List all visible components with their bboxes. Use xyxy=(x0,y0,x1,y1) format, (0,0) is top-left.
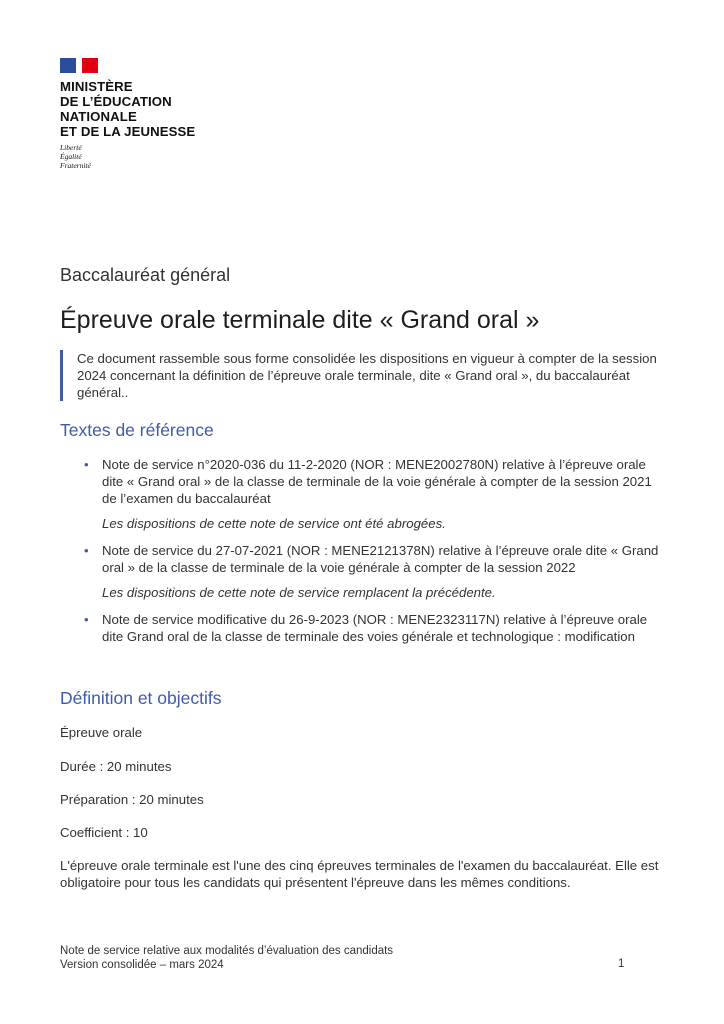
references-heading: Textes de référence xyxy=(60,420,214,440)
reference-note: Les dispositions de cette note de service remplacent la précédente. xyxy=(102,585,496,600)
ministry-line: ET DE LA JEUNESSE xyxy=(60,124,196,139)
definition-paragraph: L'épreuve orale terminale est l'une des cinq épreuves terminales de l'examen du baccalauréat. Elle est obligatoire pour tous les candidats qui présentent l'épreuve dans les mêmes conditions. xyxy=(60,858,659,890)
marianne-flag-icon xyxy=(60,58,98,73)
reference-text: Note de service du 27-07-2021 (NOR : MENE2121378N) relative à l’épreuve orale dite « Grand oral » de la classe de terminale de la voie générale à compter de la session 2022 xyxy=(102,543,659,575)
references-list xyxy=(84,456,660,645)
coefficient: Coefficient : 10 xyxy=(60,825,148,840)
ministry-logo xyxy=(60,58,195,170)
footer-line: Note de service relative aux modalités d’évaluation des candidats xyxy=(60,945,394,957)
footer xyxy=(60,944,393,972)
motto-line: Égalité xyxy=(60,152,82,161)
bullet-icon: • xyxy=(84,543,89,558)
reference-item xyxy=(84,611,660,645)
duree: Durée : 20 minutes xyxy=(60,759,172,774)
bullet-icon: • xyxy=(84,612,89,627)
preparation: Préparation : 20 minutes xyxy=(60,792,204,807)
ministry-line: MINISTÈRE xyxy=(60,79,133,94)
ministry-line: NATIONALE xyxy=(60,109,137,124)
ministry-line: DE L’ÉDUCATION xyxy=(60,94,172,109)
intro-text: Ce document rassemble sous forme consolidée les dispositions en vigueur à compter de la session 2024 concernant la définition de l’épreuve orale terminale, dite « Grand oral », du baccalauréat général.. xyxy=(60,350,660,401)
footer-version: Version consolidée – mars 2024 xyxy=(60,959,224,971)
reference-item xyxy=(84,542,660,601)
document-supertitle: Baccalauréat général xyxy=(60,265,231,285)
bullet-icon: • xyxy=(84,457,89,472)
motto-line: Fraternité xyxy=(60,161,91,170)
ministry-name xyxy=(60,79,195,139)
motto-line: Liberté xyxy=(60,143,82,152)
document-title: Épreuve orale terminale dite « Grand oral » xyxy=(60,306,540,334)
reference-item xyxy=(84,456,660,532)
definition-heading: Définition et objectifs xyxy=(60,688,222,708)
reference-note: Les dispositions de cette note de service ont été abrogées. xyxy=(102,516,446,531)
reference-text: Note de service n°2020-036 du 11-2-2020 (NOR : MENE2002780N) relative à l’épreuve orale dite « Grand oral » de la classe de terminale de la voie générale à compter de la session 2021 de l’examen du baccalauréat xyxy=(102,457,652,506)
reference-text: Note de service modificative du 26-9-2023 (NOR : MENE2323117N) relative à l’épreuve orale dite Grand oral de la classe de terminale des voies générale et technologique : modification xyxy=(102,612,648,644)
epreuve-type: Épreuve orale xyxy=(60,725,143,740)
page-number: 1 xyxy=(618,958,625,970)
motto xyxy=(60,143,195,170)
